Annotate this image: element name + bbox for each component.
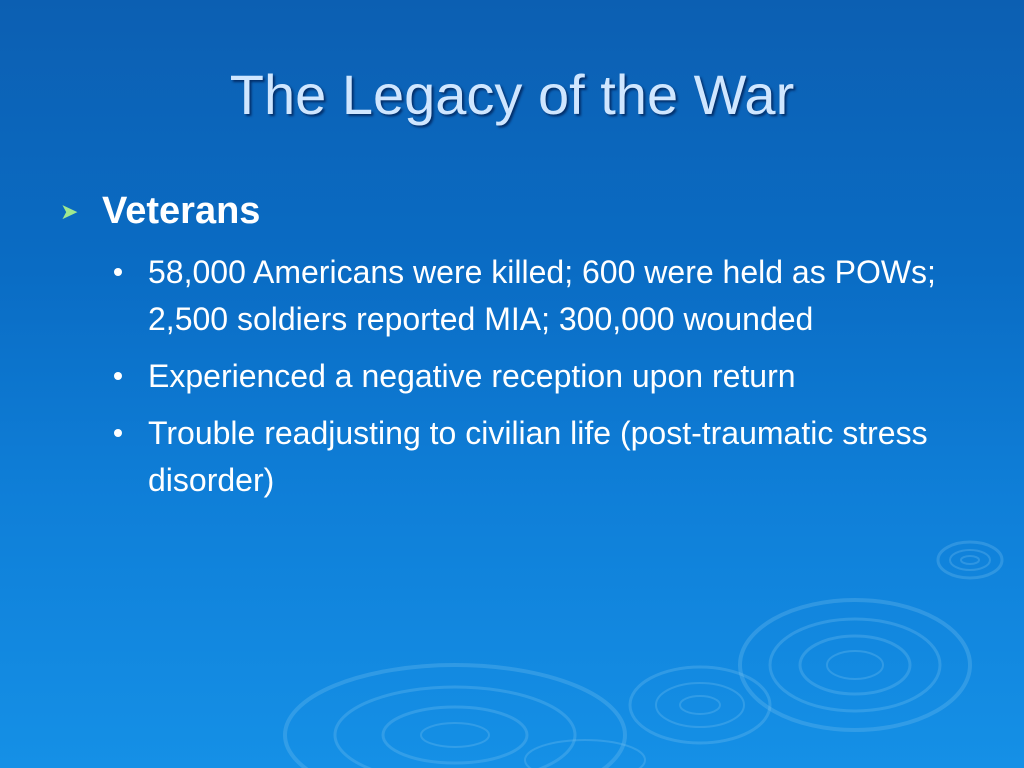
sub-bullet-list <box>60 249 980 504</box>
sub-bullet-text: 58,000 Americans were killed; 600 were held as POWs; 2,500 soldiers reported MIA; 300,000 wounded <box>148 254 936 337</box>
bullet-veterans-label: Veterans <box>102 190 261 232</box>
bullet-veterans <box>60 190 980 233</box>
round-bullet-icon <box>114 268 126 280</box>
sub-bullet-item <box>112 249 980 343</box>
sub-bullet-item <box>112 353 980 400</box>
slide-title: The Legacy of the War <box>229 63 795 126</box>
round-bullet-icon <box>114 429 126 441</box>
slide-content <box>60 190 980 514</box>
sub-bullet-text: Trouble readjusting to civilian life (post-traumatic stress disorder) <box>148 415 928 498</box>
sub-bullet-item <box>112 410 980 504</box>
sub-bullet-text: Experienced a negative reception upon return <box>148 358 796 394</box>
round-bullet-icon <box>114 372 126 384</box>
arrow-bullet-icon: ➤ <box>60 199 79 224</box>
